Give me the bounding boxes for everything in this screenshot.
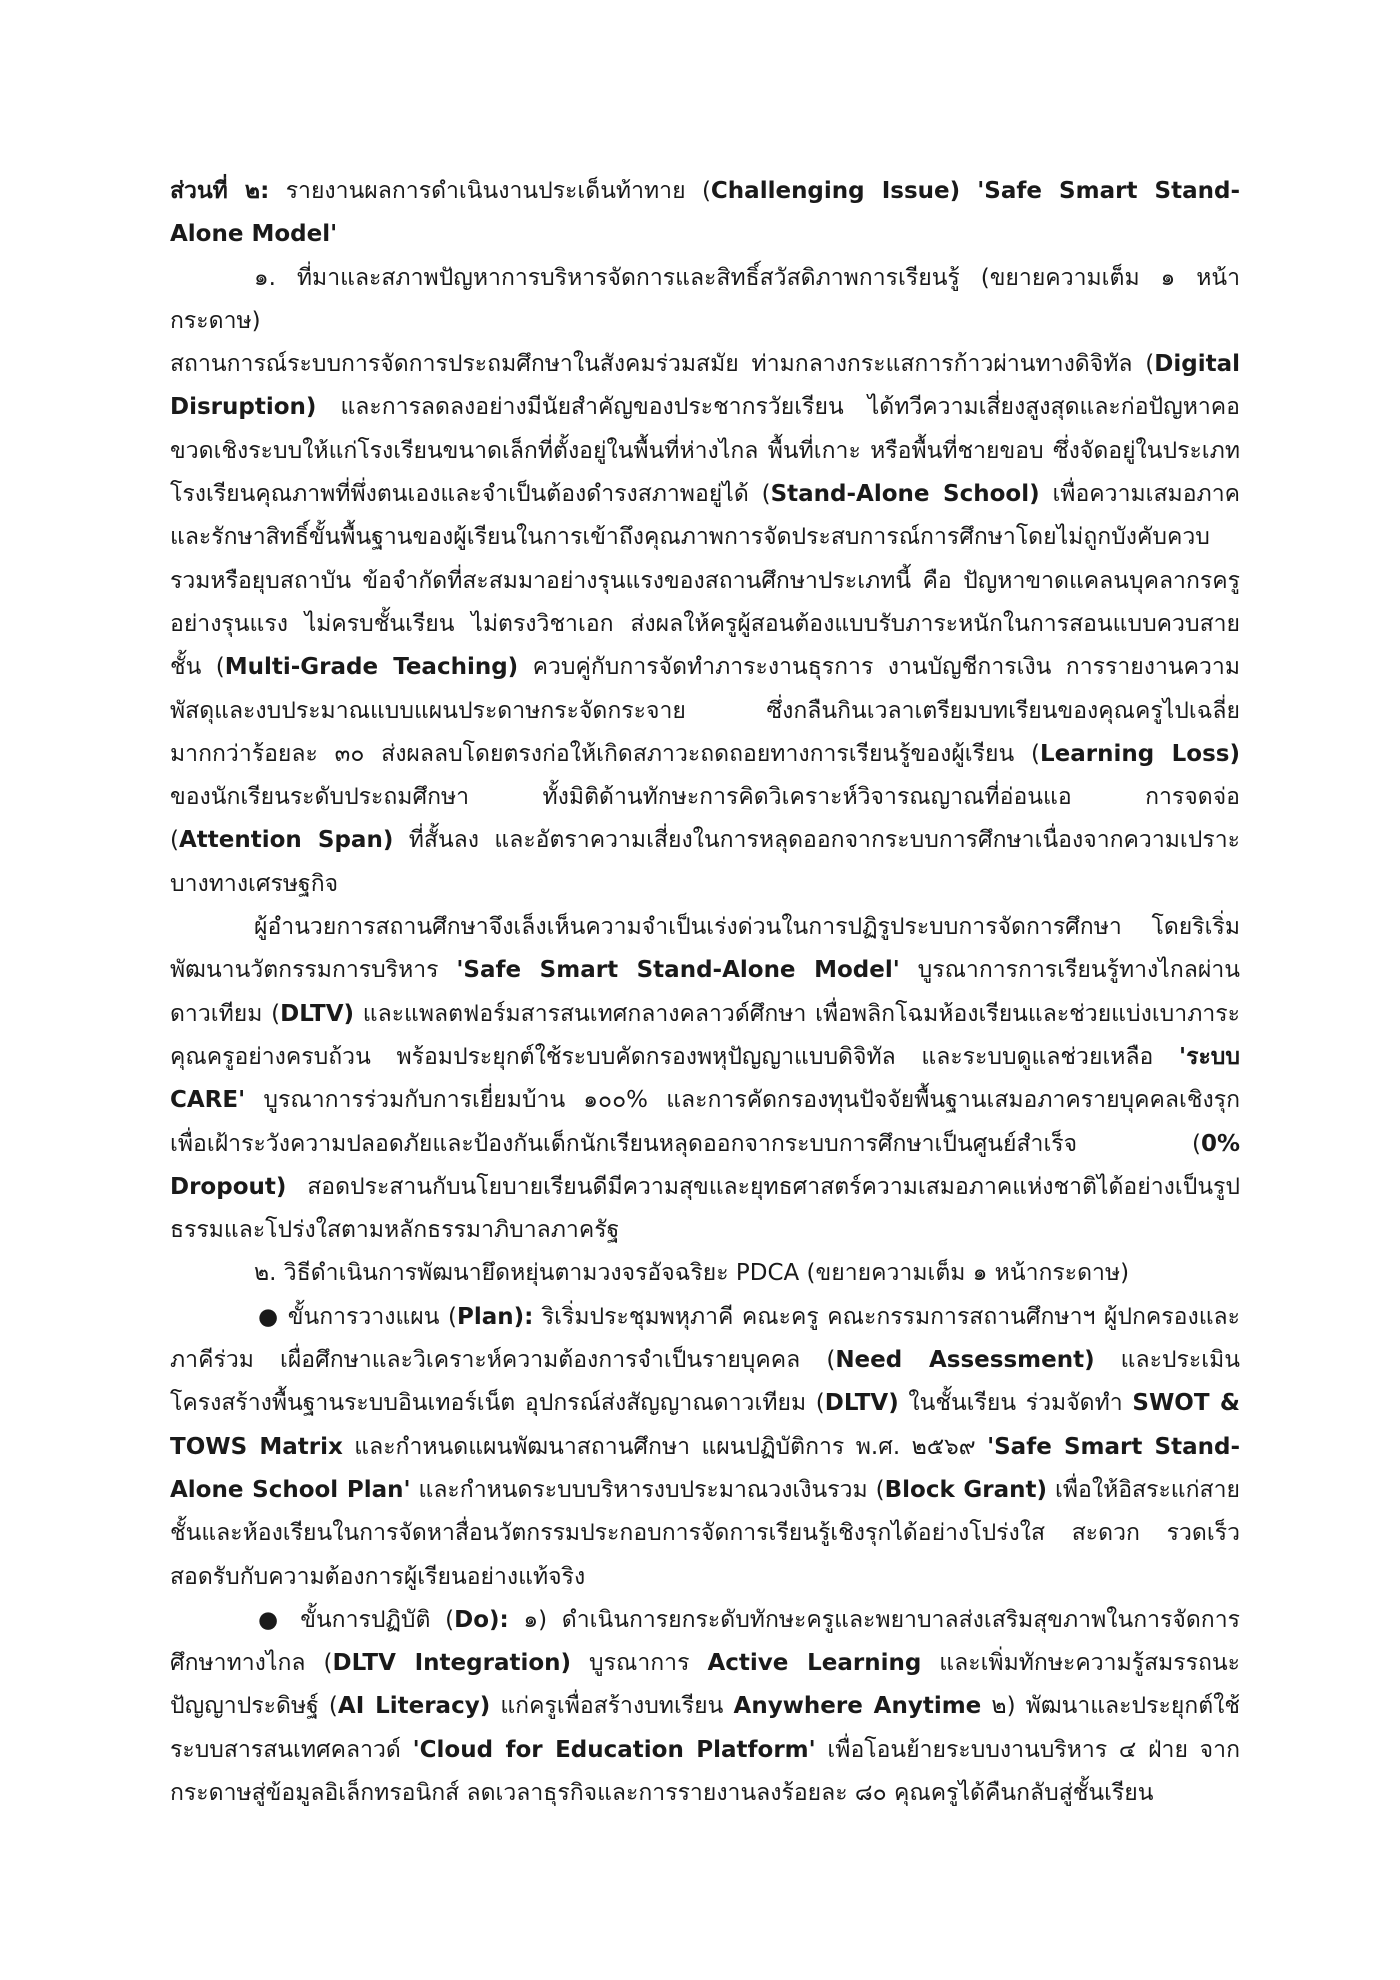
text-run: แก่ครูเพื่อสร้างบทเรียน bbox=[490, 1693, 734, 1720]
text-run: และแพลตฟอร์มสารสนเทศกลางคลาวด์ศึกษา เพื่อพลิกโฉมห้องเรียนและช่วยแบ่งเบาภาระคุณครูอย่างครบถ้วน พร้อมประยุกต์ใช้ระบบคัดกรองพหุปัญญาแบบดิจิทัล และระบบดูแลช่วยเหลือ bbox=[170, 1000, 1240, 1070]
text-run: และกำหนดระบบบริหารงบประมาณวงเงินรวม ( bbox=[410, 1476, 885, 1503]
bold-term: DLTV Integration) bbox=[332, 1650, 572, 1677]
bold-term: Block Grant) bbox=[884, 1476, 1048, 1503]
text-run: ขั้นการปฏิบัติ ( bbox=[285, 1606, 455, 1633]
document-body bbox=[170, 170, 1240, 1815]
bold-term: DLTV) bbox=[280, 1000, 355, 1027]
paragraph-background bbox=[170, 343, 1240, 906]
text-run: ขั้นการวางแผน ( bbox=[279, 1303, 457, 1330]
paragraph-innovation bbox=[170, 906, 1240, 1252]
bold-term: Need Assessment) bbox=[835, 1347, 1095, 1374]
section-label: ส่วนที่ ๒: bbox=[170, 178, 270, 204]
section-title-text: รายงานผลการดำเนินงานประเด็นท้าทาย ( bbox=[269, 178, 711, 204]
text-run: และเพิ่มทักษะความรู้สมรรถนะปัญญาประดิษฐ์ ( bbox=[170, 1650, 1240, 1720]
topic-1-title: ๑. ที่มาและสภาพปัญหาการบริหารจัดการและสิทธิ์สวัสดิภาพการเรียนรู้ (ขยายความเต็ม ๑ หน้ากระดาษ) bbox=[170, 264, 1240, 334]
text-run: เพื่อโอนย้ายระบบงานบริหาร ๔ ฝ่าย จากกระดาษสู่ข้อมูลอิเล็กทรอนิกส์ ลดเวลาธุรกิจและการรายงานลงร้อยละ ๘๐ คุณครูได้คืนกลับสู่ชั้นเรียน bbox=[170, 1736, 1241, 1806]
text-run: ควบคู่กับการจัดทำภาระงานธุรการ งานบัญชีการเงิน การรายงานความพัสดุและงบประมาณแบบแผนประดาษกระจัดกระจาย ซึ่งกลืนกินเวลาเตรียมบทเรียนของคุณครูไปเฉลี่ยมากกว่าร้อยละ ๓๐ ส่งผลลบโดยตรงก่อให้เกิดสภาวะถดถอยทางการเรียนรู้ของผู้เรียน ( bbox=[170, 654, 1240, 767]
text-run: ๑) ดำเนินการยกระดับทักษะครูและพยาบาลส่งเสริมสุขภาพในการจัดการศึกษาทางไกล ( bbox=[170, 1606, 1241, 1677]
bold-term: SWOT & TOWS Matrix bbox=[170, 1390, 1240, 1460]
topic-2-title: ๒. วิธีดำเนินการพัฒนายึดหยุ่นตามวงจรอัจฉริยะ PDCA (ขยายความเต็ม ๑ หน้ากระดาษ) bbox=[254, 1260, 1130, 1287]
text-run: เพื่อให้อิสระแก่สายชั้นและห้องเรียนในการจัดหาสื่อนวัตกรรมประกอบการจัดการเรียนรู้เชิงรุกได้อย่างโปร่งใส สะดวก รวดเร็วสอดรับกับความต้องการผู้เรียนอย่างแท้จริง bbox=[170, 1476, 1240, 1590]
bold-term: Anywhere Anytime bbox=[733, 1693, 982, 1720]
bold-term: AI Literacy) bbox=[337, 1693, 491, 1720]
bullet-icon: ● bbox=[258, 1606, 286, 1633]
bold-term: 'Safe Smart Stand-Alone Model' bbox=[456, 957, 900, 984]
text-run: สอดประสานกับนโยบายเรียนดีมีความสุขและยุทธศาสตร์ความเสมอภาคแห่งชาติได้อย่างเป็นรูปธรรมและโปร่งใสตามหลักธรรมาภิบาลภาครัฐ bbox=[170, 1173, 1240, 1244]
text-run: บูรณาการการเรียนรู้ทางไกลผ่านดาวเทียม ( bbox=[170, 957, 1240, 1027]
bold-term: 0% Dropout) bbox=[170, 1130, 1240, 1200]
text-run: ของนักเรียนระดับประถมศึกษา ทั้งมิติด้านทักษะการคิดวิเคราะห์วิจารณญาณที่อ่อนแอ การจดจ่อ ( bbox=[170, 784, 1240, 854]
text-run: และการลดลงอย่างมีนัยสำคัญของประชากรวัยเรียน ได้ทวีความเสี่ยงสูงสุดและก่อปัญหาคอขวดเชิงระบบให้แก่โรงเรียนขนาดเล็กที่ตั้งอยู่ในพื้นที่ห่างไกล พื้นที่เกาะ หรือพื้นที่ชายขอบ ซึ่งจัดอยู่ในประเภทโรงเรียนคุณภาพที่พึ่งตนเองและจำเป็นต้องดำรงสภาพอยู่ได้ ( bbox=[170, 394, 1240, 508]
bold-term: Digital Disruption) bbox=[170, 351, 1240, 421]
bold-term: Active Learning bbox=[707, 1650, 922, 1677]
bold-term: Learning Loss) bbox=[1039, 740, 1240, 767]
text-run: ริเริ่มประชุมพหุภาคี คณะครู คณะกรรมการสถานศึกษาฯ ผู้ปกครองและภาคีร่วม เผื่อศึกษาและวิเคราะห์ความต้องการจำเป็นรายบุคคล ( bbox=[170, 1303, 1240, 1374]
bullet-plan bbox=[170, 1296, 1240, 1599]
text-run: บูรณาการร่วมกับการเยี่ยมบ้าน ๑๐๐% และการคัดกรองทุนปัจจัยพื้นฐานเสมอภาครายบุคคลเชิงรุก เพื่อเฝ้าระวังความปลอดภัยและป้องกันเด็กนักเรียนหลุดออกจากระบบการศึกษาเป็นศูนย์สำเร็จ ( bbox=[170, 1087, 1240, 1157]
bold-term: Attention Span) bbox=[178, 827, 394, 854]
text-run: และประเมินโครงสร้างพื้นฐานระบบอินเทอร์เน็ต อุปกรณ์ส่งสัญญาณดาวเทียม ( bbox=[170, 1347, 1240, 1417]
text-run: บูรณาการ bbox=[571, 1650, 708, 1677]
text-run: ๒) พัฒนาและประยุกต์ใช้ระบบสารสนเทศคลาวด์ bbox=[170, 1693, 1240, 1763]
bullet-do bbox=[170, 1599, 1240, 1815]
section-heading bbox=[170, 170, 1240, 257]
text-run: สถานการณ์ระบบการจัดการประถมศึกษาในสังคมร่วมสมัย ท่ามกลางกระแสการก้าวผ่านทางดิจิทัล ( bbox=[170, 351, 1155, 378]
bold-term: 'Cloud for Education Platform' bbox=[412, 1736, 816, 1763]
bullet-icon: ● bbox=[258, 1303, 280, 1330]
bold-term: Multi-Grade Teaching) bbox=[224, 654, 519, 681]
text-run: และกำหนดแผนพัฒนาสถานศึกษา แผนปฏิบัติการ พ.ศ. ๒๕๖๙ bbox=[342, 1433, 988, 1460]
bold-term: 'Safe Smart Stand-Alone School Plan' bbox=[170, 1433, 1240, 1503]
text-run: ในชั้นเรียน ร่วมจัดทำ bbox=[898, 1390, 1133, 1417]
text-run: ที่สั้นลง และอัตราความเสี่ยงในการหลุดออกจากระบบการศึกษาเนื่องจากความเปราะบางทางเศรษฐกิจ bbox=[170, 827, 1240, 897]
bold-term: Plan): bbox=[456, 1303, 534, 1330]
bold-term: DLTV) bbox=[824, 1390, 899, 1417]
bold-term: Stand-Alone School) bbox=[770, 481, 1040, 508]
bold-term: Do): bbox=[454, 1606, 509, 1633]
section-title-bold: Challenging Issue) 'Safe Smart Stand-Alone Model' bbox=[170, 178, 1240, 248]
bold-term: 'ระบบ CARE' bbox=[170, 1043, 1240, 1114]
text-run: ผู้อำนวยการสถานศึกษาจึงเล็งเห็นความจำเป็นเร่งด่วนในการปฏิรูประบบการจัดการศึกษา โดยริเริ่มพัฒนานวัตกรรมการบริหาร bbox=[170, 914, 1240, 984]
text-run: เพื่อความเสมอภาคและรักษาสิทธิ์ขั้นพื้นฐานของผู้เรียนในการเข้าถึงคุณภาพการจัดประสบการณ์การศึกษาโดยไม่ถูกบังคับควบรวมหรือยุบสถาบัน ข้อจำกัดที่สะสมมาอย่างรุนแรงของสถานศึกษาประเภทนี้ คือ ปัญหาขาดแคลนบุคลากรครูอย่างรุนแรง ไม่ครบชั้นเรียน ไม่ตรงวิชาเอก ส่งผลให้ครูผู้สอนต้องแบบรับภาระหนักในการสอนแบบควบสายชั้น ( bbox=[170, 481, 1240, 681]
